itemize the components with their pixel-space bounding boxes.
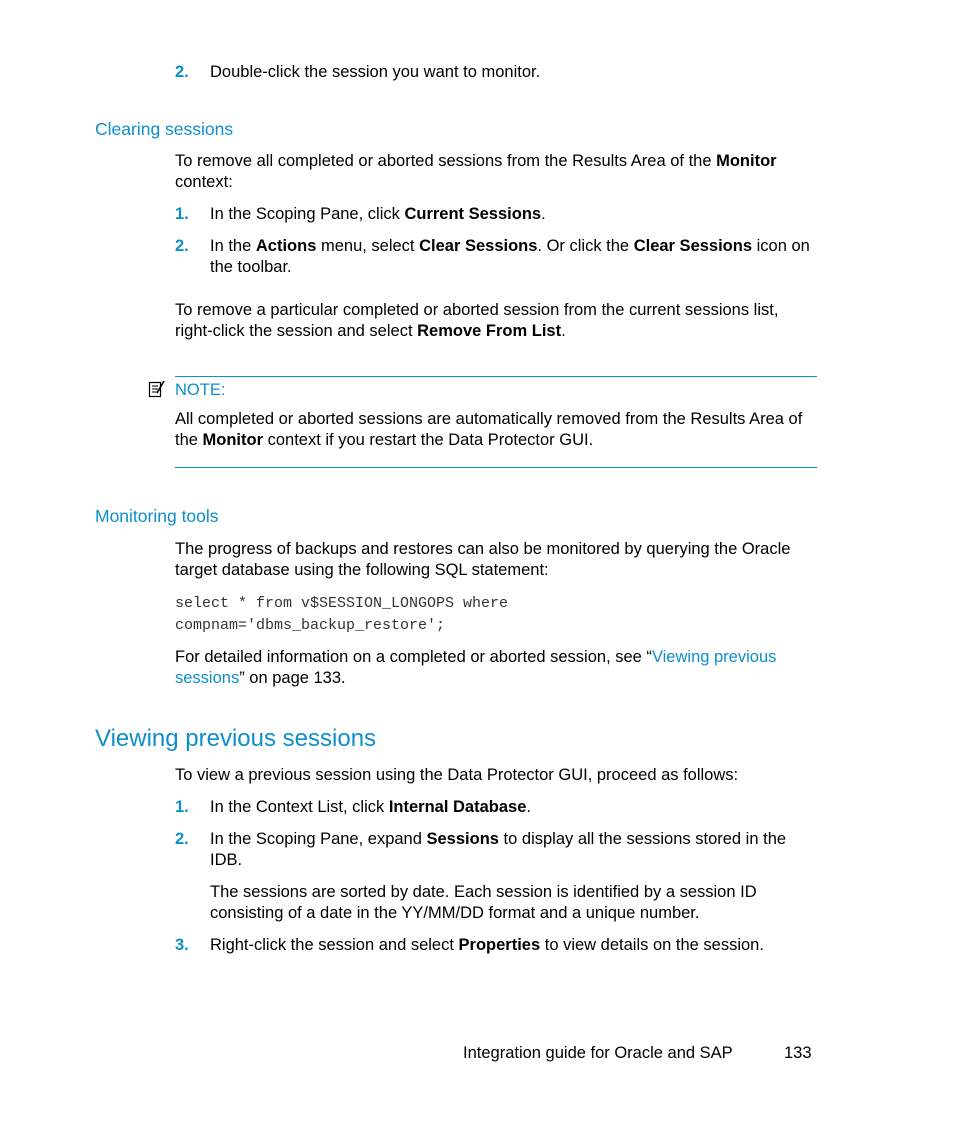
step-text: In the Context List, click Internal Database. [210, 798, 531, 816]
note-bottom-rule [175, 467, 817, 468]
step-number: 3. [175, 936, 189, 954]
step-text: Double-click the session you want to monitor. [210, 63, 541, 81]
section-heading-monitoring: Monitoring tools [95, 506, 219, 526]
intro-bold: Monitor [716, 152, 777, 170]
monitoring-paragraph: The progress of backups and restores can also be monitored by querying the Oracle target database using the following SQL statement: [175, 540, 791, 579]
viewing-previous-sessions-link-cont[interactable]: sessions [175, 669, 240, 687]
code-line-1: select * from v$SESSION_LONGOPS where [175, 595, 509, 612]
step-note: The sessions are sorted by date. Each session is identified by a session ID consisting of a date in the YY/MM/DD format and a unique number. [210, 883, 757, 922]
intro-text: To remove all completed or aborted sessions from the Results Area of the [175, 152, 717, 170]
viewing-previous-sessions-link[interactable]: Viewing previous [651, 648, 777, 666]
note-top-rule [175, 376, 817, 377]
page-heading-viewing: Viewing previous sessions [95, 725, 377, 752]
intro-text-end: context: [175, 173, 233, 191]
code-line-2: compnam='dbms_backup_restore'; [175, 617, 446, 634]
footer-title: Integration guide for Oracle and SAP [463, 1044, 733, 1062]
step-text: Right-click the session and select Properties to view details on the session. [210, 936, 764, 954]
viewing-intro: To view a previous session using the Data Protector GUI, proceed as follows: [175, 766, 739, 784]
step-text: In the Scoping Pane, click Current Sessions. [210, 205, 546, 223]
note-body: All completed or aborted sessions are automatically removed from the Results Area of the Monitor context if you restart the Data Protector GUI. [175, 410, 803, 449]
note-label: NOTE: [175, 381, 226, 399]
step-number: 1. [175, 798, 189, 816]
monitoring-reference: For detailed information on a completed or aborted session, see “Viewing previous sessions” on page 133. [175, 648, 777, 687]
clearing-paragraph: To remove a particular completed or aborted session from the current sessions list, right-click the session and select Remove From List. [175, 301, 779, 340]
step-text: In the Actions menu, select Clear Sessions. Or click the Clear Sessions icon on the toolbar. [210, 237, 810, 276]
step-number: 2. [175, 830, 189, 848]
step-text: In the Scoping Pane, expand Sessions to display all the sessions stored in the IDB. [210, 830, 787, 869]
page-number: 133 [784, 1044, 812, 1062]
section-heading-clearing: Clearing sessions [95, 119, 234, 139]
step-number: 1. [175, 205, 189, 223]
step-number: 2. [175, 237, 189, 255]
clearing-intro [175, 151, 815, 193]
step-number: 2. [175, 63, 189, 81]
note-icon [148, 379, 166, 399]
